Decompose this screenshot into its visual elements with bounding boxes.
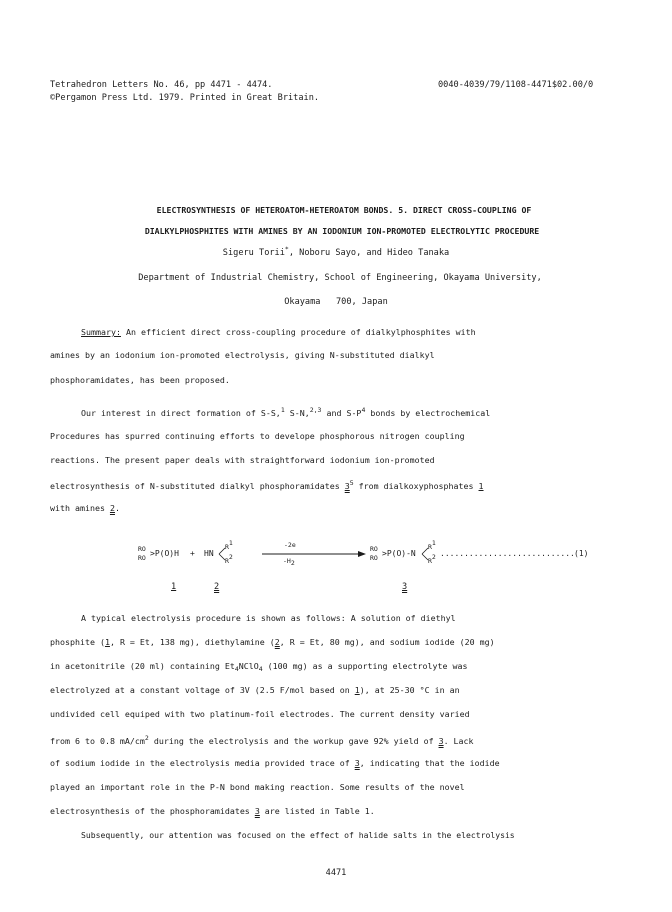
- procedure-line-4: electrolyzed at a constant voltage of 3V (2.5 F/mol based on 1), at 25-30 °C in an: [50, 685, 460, 695]
- procedure-line-2: phosphite (1, R = Et, 138 mg), diethylamine (2, R = Et, 80 mg), and sodium iodide (20 mg): [50, 637, 495, 647]
- summary-line-3: phosphoramidates, has been proposed.: [50, 375, 230, 385]
- product-r2: $R^2$: [428, 553, 436, 565]
- author-line: [0, 245, 672, 258]
- title-line-1: ELECTROSYNTHESIS OF HETEROATOM-HETEROATOM BONDS. 5. DIRECT CROSS-COUPLING OF: [156, 205, 532, 215]
- intro-line-5: with amines 2.: [50, 503, 120, 513]
- ref-5: 5: [349, 479, 354, 487]
- journal-citation: Tetrahedron Letters No. 46, pp 4471 - 4474.: [50, 80, 273, 90]
- procedure-line-8: played an important role in the P-N bond making reaction. Some results of the novel: [50, 782, 465, 792]
- product-r1: $R^1$: [428, 539, 436, 551]
- arrow-condition-bottom: $-H_2$: [283, 557, 295, 567]
- affiliation-city: Okayama: [284, 297, 321, 307]
- author-others: , Noboru Sayo, and Hideo Tanaka: [288, 248, 450, 258]
- intro-line-3: reactions. The present paper deals with straightforward iodonium ion-promoted: [50, 455, 435, 465]
- procedure-line-3: in acetonitrile (20 ml) containing $Et_4NClO_4$ (100 mg) as a supporting electrolyte was: [50, 661, 468, 673]
- affiliation-line-2: [0, 297, 672, 307]
- intro-line-2: Procedures has spurred continuing efforts to develope phosphorous nitrogen coupling: [50, 431, 465, 441]
- procedure-line-6: from 6 to 0.8 $mA/cm^2$ during the electrolysis and the workup gave 92% yield of 3. Lack: [50, 734, 474, 746]
- arrow-condition-top: -2e: [284, 541, 296, 549]
- affiliation-postcode: 700,: [335, 297, 357, 307]
- compound-2: 2: [109, 503, 115, 513]
- copyright-line: ©Pergamon Press Ltd. 1979. Printed in Great Britain.: [50, 93, 320, 103]
- affiliation-line-1: Department of Industrial Chemistry, School of Engineering, Okayama University,: [138, 273, 542, 283]
- author-torii: Sigeru Torii: [222, 248, 285, 258]
- procedure-line-5: undivided cell equiped with two platinum-foil electrodes. The current density varied: [50, 709, 470, 719]
- plus-sign: +: [190, 549, 195, 558]
- subsequent-line-1: Subsequently, our attention was focused on the effect of halide salts in the electrolysis: [81, 830, 515, 840]
- summary-label: Summary:: [81, 327, 121, 337]
- label-compound-3: 3: [402, 582, 408, 592]
- amine-r2: $R^2$: [225, 553, 233, 565]
- article-code: 0040-4039/79/1108-4471$02.00/0: [438, 80, 594, 90]
- reactant-amine: HN: [204, 549, 214, 558]
- intro-line-1: Our interest in direct formation of S-S,$^1$ S-N,$^{2,3}$ and $S-P^4$ bonds by electrochemical: [81, 406, 491, 418]
- product-phosphoramidate: >P(O)-N: [382, 549, 416, 558]
- intro-line-4: electrosynthesis of N-substituted dialkyl phosphoramidates $3^5$ from dialkoxyphosphates 1: [50, 479, 484, 491]
- corresponding-mark: *: [284, 245, 289, 253]
- ref-2-3: 2,3: [309, 406, 322, 414]
- compound-1: 1: [478, 481, 484, 491]
- ref-1: 1: [280, 406, 285, 414]
- procedure-line-9: electrosynthesis of the phosphoramidates 3 are listed in Table 1.: [50, 806, 375, 816]
- ref-4: 4: [361, 406, 366, 414]
- reaction-scheme: [0, 536, 672, 606]
- leader-dots: ............................: [440, 549, 575, 558]
- procedure-line-1: A typical electrolysis procedure is shown as follows: A solution of diethyl: [81, 613, 456, 623]
- procedure-line-7: of sodium iodide in the electrolysis media provided trace of 3, indicating that the iodide: [50, 758, 500, 768]
- reactant-phosphite: >P(O)H: [150, 549, 179, 558]
- label-compound-2: 2: [214, 582, 220, 592]
- amine-r1: $R^1$: [225, 539, 233, 551]
- affiliation-country: Japan: [361, 297, 388, 307]
- product-ro-bottom: RO: [370, 554, 378, 562]
- product-ro-top: RO: [370, 545, 378, 553]
- label-compound-1: 1: [171, 582, 177, 592]
- summary-line-1: Summary: An efficient direct cross-coupling procedure of dialkylphosphites with: [81, 327, 476, 337]
- reactant-ro-top: RO: [138, 545, 146, 553]
- reactant-ro-bottom: RO: [138, 554, 146, 562]
- summary-line-2: amines by an iodonium ion-promoted electrolysis, giving N-substituted dialkyl: [50, 350, 435, 360]
- equation-number: (1): [574, 549, 589, 558]
- page-number: 4471: [325, 868, 347, 878]
- title-line-2: DIALKYLPHOSPHITES WITH AMINES BY AN IODONIUM ION-PROMOTED ELECTROLYTIC PROCEDURE: [144, 226, 540, 236]
- reaction-arrow: [262, 550, 366, 558]
- compound-3: 3: [344, 481, 350, 491]
